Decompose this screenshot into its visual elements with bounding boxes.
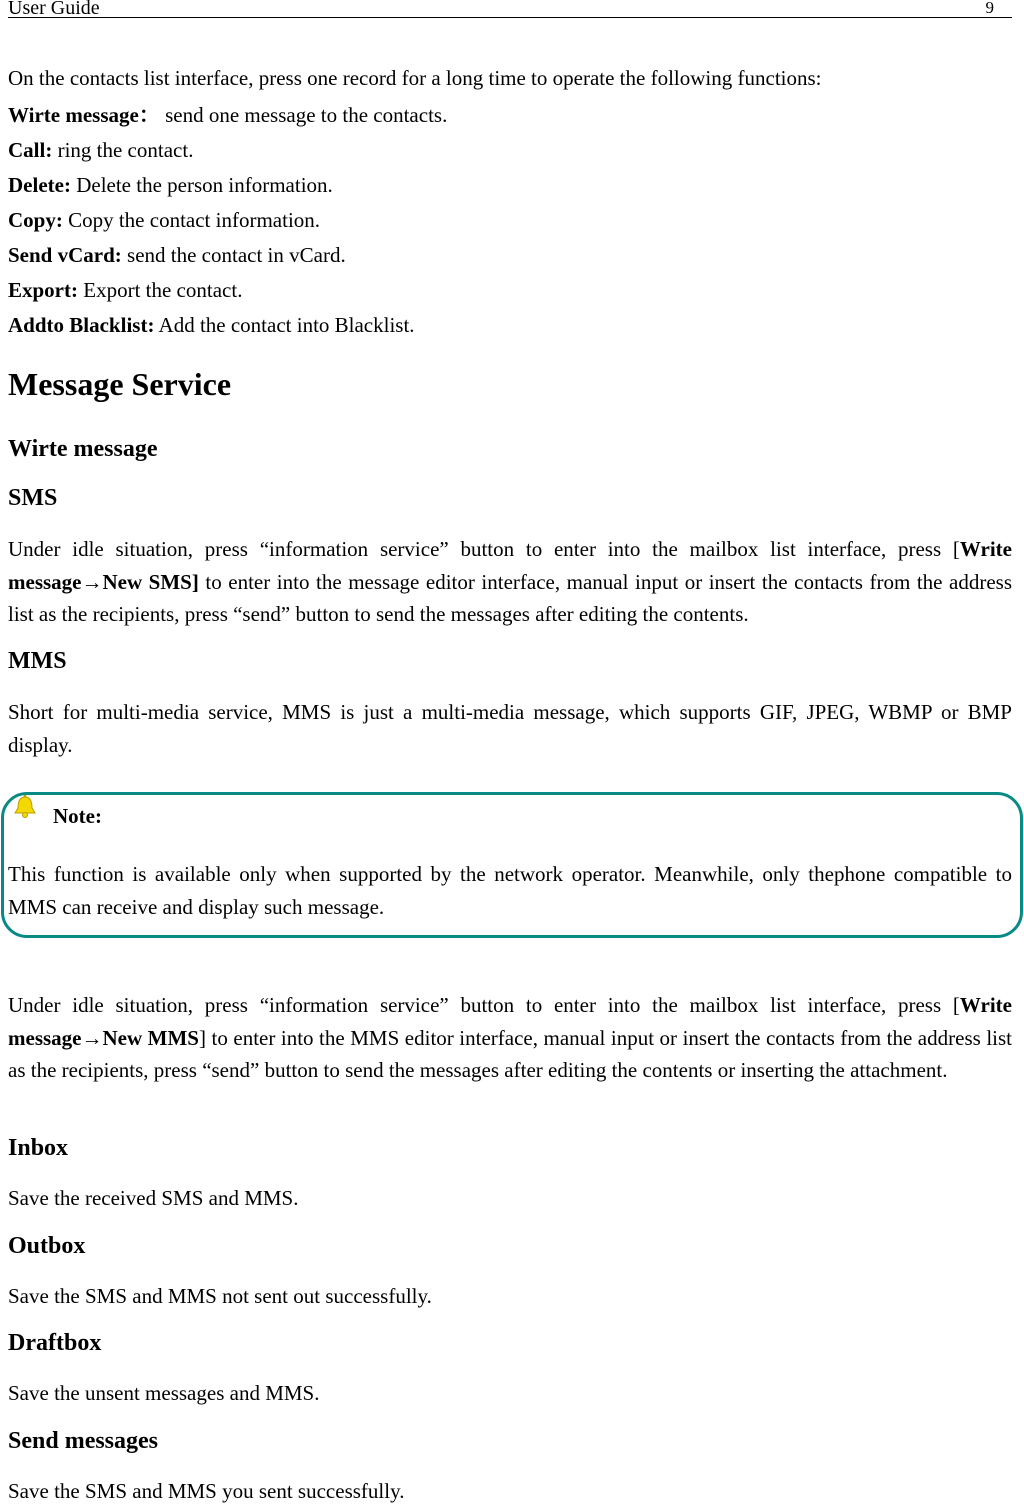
- page-header: [8, 0, 1012, 18]
- function-item: Wirte message： send one message to the contacts.: [8, 103, 448, 127]
- function-list: [8, 98, 1012, 342]
- mms-title: MMS: [8, 648, 67, 674]
- intro-text: On the contacts list interface, press one record for a long time to operate the following functions:: [8, 66, 822, 90]
- section-title: Message Service: [8, 366, 232, 402]
- subsection-title: Wirte message: [8, 436, 158, 462]
- header-title: User Guide: [8, 0, 100, 19]
- sent-messages-title: Send messages: [8, 1428, 159, 1454]
- bell-icon: [12, 794, 38, 820]
- page-number: 9: [985, 0, 994, 17]
- function-item: Send vCard: send the contact in vCard.: [8, 243, 346, 267]
- mms-paragraph-2: Under idle situation, press “information service” button to enter into the mailbox list interface, press [Write message→New MMS] to enter into the MMS editor interface, manual input or insert the contacts from the address list as the recipients, press “send” button to send the messages after editing the contents or inserting the attachment.: [8, 993, 1012, 1082]
- function-item: Call: ring the contact.: [8, 138, 194, 162]
- sent-messages-text: Save the SMS and MMS you sent successfully.: [8, 1479, 405, 1503]
- inbox-text: Save the received SMS and MMS.: [8, 1186, 299, 1210]
- function-item: Delete: Delete the person information.: [8, 173, 333, 197]
- sms-paragraph: Under idle situation, press “information service” button to enter into the mailbox list interface, press [Write message→New SMS] to enter into the message editor interface, manual input or insert the contacts from the address list as the recipients, press “send” button to send the messages after editing the contents.: [8, 537, 1013, 626]
- function-item: Export: Export the contact.: [8, 278, 243, 302]
- note-label: Note:: [53, 804, 102, 828]
- outbox-title: Outbox: [8, 1233, 86, 1259]
- draftbox-text: Save the unsent messages and MMS.: [8, 1381, 320, 1405]
- function-item: Addto Blacklist: Add the contact into Blacklist.: [8, 313, 415, 337]
- sms-title: SMS: [8, 485, 58, 511]
- mms-paragraph: Short for multi-media service, MMS is just a multi-media message, which supports GIF, JPEG, WBMP or BMP display.: [8, 700, 1012, 757]
- note-text: This function is available only when supported by the network operator. Meanwhile, only thephone compatible to MMS can receive and display such message.: [8, 862, 1012, 919]
- inbox-title: Inbox: [8, 1135, 69, 1161]
- outbox-text: Save the SMS and MMS not sent out successfully.: [8, 1284, 432, 1308]
- draftbox-title: Draftbox: [8, 1330, 102, 1356]
- function-item: Copy: Copy the contact information.: [8, 208, 321, 232]
